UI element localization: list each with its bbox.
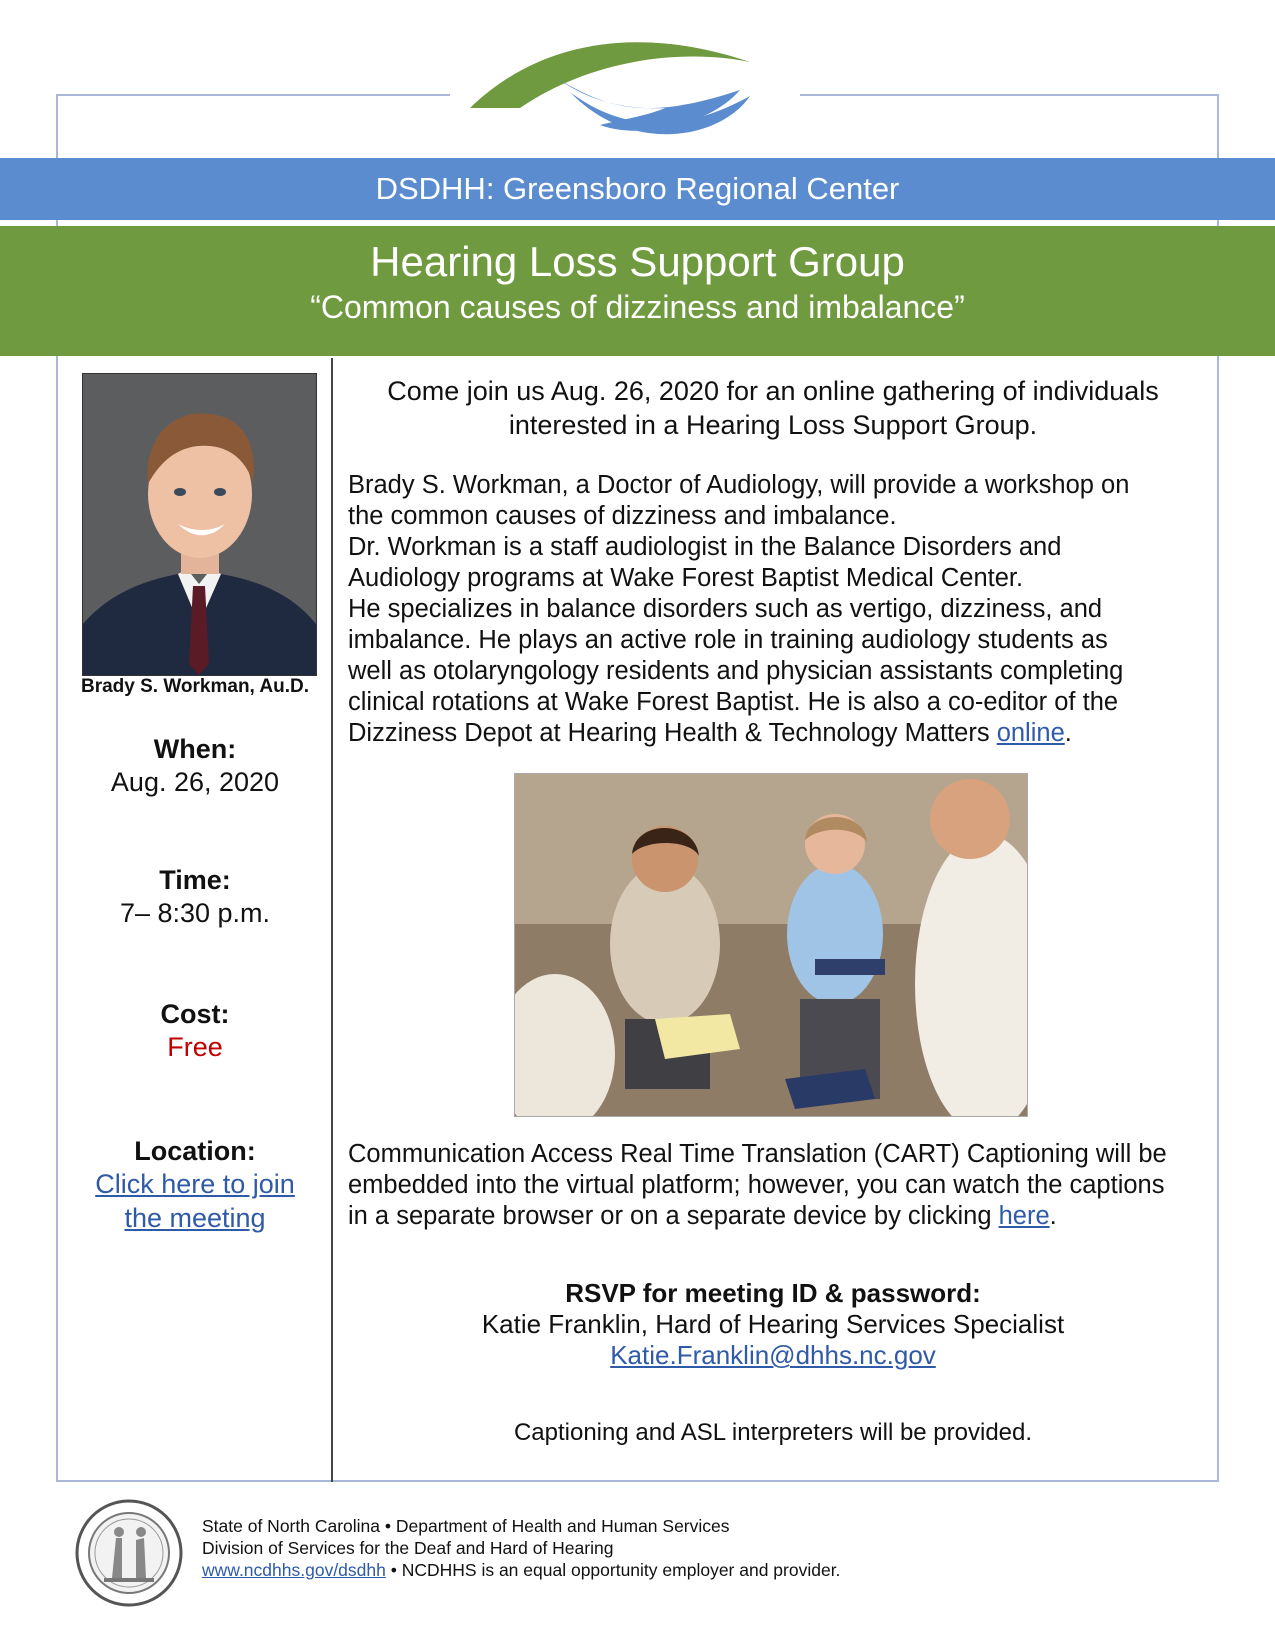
title-banner xyxy=(0,226,1275,356)
bio-text: Dizziness Depot at Hearing Health & Technology Matters xyxy=(348,719,997,747)
speaker-caption: Brady S. Workman, Au.D. xyxy=(80,676,310,697)
event-title: Hearing Loss Support Group xyxy=(370,238,905,285)
footer-text: • NCDHHS is an equal opportunity employer and provider. xyxy=(385,1560,841,1580)
intro-line: Come join us Aug. 26, 2020 for an online gathering of individuals xyxy=(387,376,1159,406)
rsvp-block xyxy=(348,1278,1198,1371)
cart-text: in a separate browser or on a separate device by clicking xyxy=(348,1202,999,1230)
cart-info xyxy=(348,1139,1198,1232)
bio-line: Audiology programs at Wake Forest Baptist Medical Center. xyxy=(348,564,1024,592)
when-block xyxy=(60,734,330,799)
rsvp-contact: Katie Franklin, Hard of Hearing Services Specialist xyxy=(481,1309,1065,1339)
bio-line: Brady S. Workman, a Doctor of Audiology, will provide a workshop on xyxy=(348,471,1130,499)
cart-line: Communication Access Real Time Translation (CART) Captioning will be xyxy=(348,1140,1167,1168)
bio-line: imbalance. He plays an active role in training audiology students as xyxy=(348,626,1108,654)
cart-line: embedded into the virtual platform; however, you can watch the captions xyxy=(348,1171,1165,1199)
rsvp-email-link[interactable]: Katie.Franklin@dhhs.nc.gov xyxy=(610,1340,936,1370)
bio-punct: . xyxy=(1064,719,1072,747)
time-block xyxy=(60,865,330,930)
time-label: Time: xyxy=(159,865,231,895)
time-value: 7– 8:30 p.m. xyxy=(119,898,271,928)
column-divider xyxy=(331,358,333,1482)
bio-line: clinical rotations at Wake Forest Baptist. He is also a co-editor of the xyxy=(348,688,1119,716)
footer-line: State of North Carolina • Department of Health and Human Services xyxy=(202,1516,730,1536)
speaker-photo xyxy=(82,373,317,676)
when-label: When: xyxy=(153,734,237,764)
ncdhhs-link[interactable]: www.ncdhhs.gov/dsdhh xyxy=(202,1560,386,1580)
location-block xyxy=(60,1136,330,1235)
footer-line: Division of Services for the Deaf and Hard of Hearing xyxy=(202,1538,614,1558)
intro-text xyxy=(348,374,1198,442)
support-group-photo xyxy=(514,773,1028,1117)
footer-line xyxy=(202,1559,840,1581)
nc-state-seal xyxy=(74,1498,184,1608)
bio-line xyxy=(348,718,1198,749)
cart-line xyxy=(348,1201,1198,1232)
accommodations-note: Captioning and ASL interpreters will be provided. xyxy=(513,1419,1033,1446)
intro-line: interested in a Hearing Loss Support Group. xyxy=(508,410,1038,440)
bio-line: well as otolaryngology residents and physician assistants completing xyxy=(348,657,1124,685)
speaker-bio xyxy=(348,470,1198,749)
bio-line: Dr. Workman is a staff audiologist in the Balance Disorders and xyxy=(348,533,1062,561)
when-value: Aug. 26, 2020 xyxy=(110,767,280,797)
org-name: DSDHH: Greensboro Regional Center xyxy=(375,171,900,206)
org-banner xyxy=(0,158,1275,220)
cost-label: Cost: xyxy=(160,999,230,1029)
location-label: Location: xyxy=(134,1136,256,1166)
captions-here-link[interactable]: here xyxy=(998,1202,1050,1230)
cost-block xyxy=(60,999,330,1064)
rsvp-heading: RSVP for meeting ID & password: xyxy=(565,1278,981,1308)
bio-line: He specializes in balance disorders such as vertigo, dizziness, and xyxy=(348,595,1103,623)
cart-punct: . xyxy=(1049,1202,1057,1230)
online-link[interactable]: online xyxy=(996,719,1065,747)
join-meeting-link[interactable]: Click here to join xyxy=(95,1169,295,1199)
bio-line: the common causes of dizziness and imbalance. xyxy=(348,502,897,530)
cost-value: Free xyxy=(167,1032,223,1062)
footer xyxy=(202,1515,840,1581)
event-subtitle: “Common causes of dizziness and imbalance” xyxy=(310,289,965,325)
dsdhh-logo xyxy=(450,30,800,152)
join-meeting-link-cont[interactable]: the meeting xyxy=(124,1203,266,1233)
